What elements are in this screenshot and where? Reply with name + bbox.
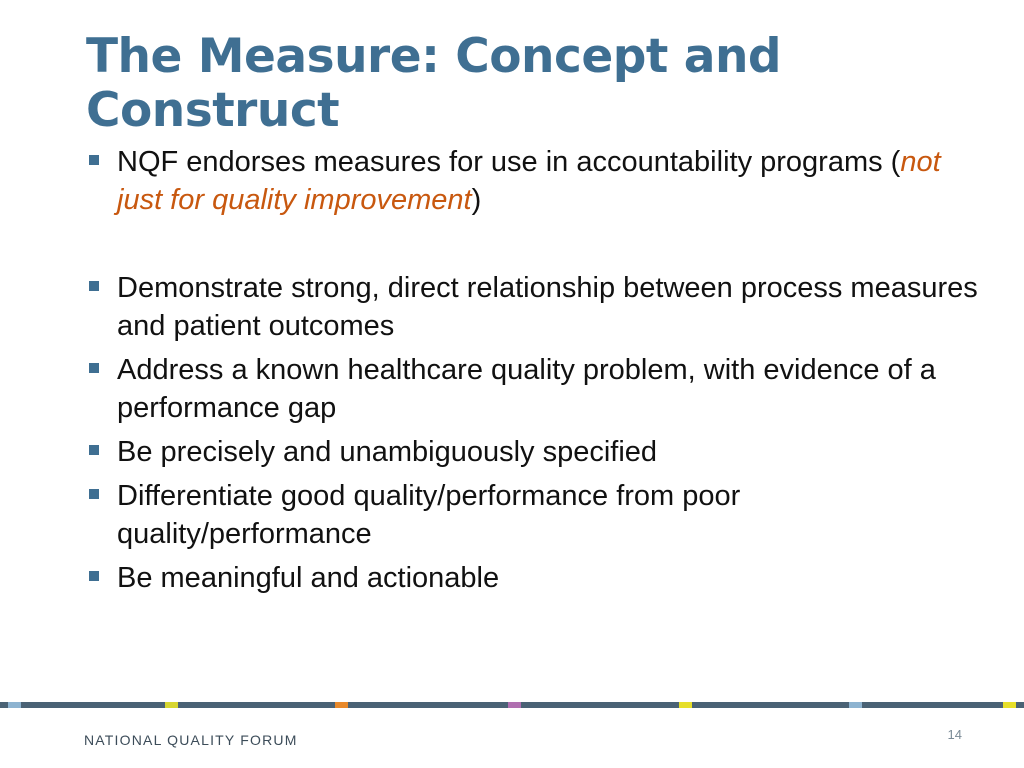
bullet-text: Be meaningful and actionable bbox=[117, 562, 500, 594]
footer-accent-mark bbox=[679, 702, 692, 708]
footer-accent-mark bbox=[335, 702, 348, 708]
bullet-text: Differentiate good quality/performance from poor quality/performance bbox=[117, 480, 741, 550]
bullet-item bbox=[86, 433, 986, 471]
square-bullet-icon bbox=[89, 155, 99, 165]
footer-accent-mark bbox=[849, 702, 862, 708]
bullet-item bbox=[86, 477, 986, 553]
bullet-highlight-text: not just for quality improvement bbox=[117, 146, 941, 216]
square-bullet-icon bbox=[89, 281, 99, 291]
page-number: 14 bbox=[947, 727, 962, 742]
bullet-item bbox=[86, 559, 986, 597]
slide-title: The Measure: Concept and Construct bbox=[86, 29, 782, 138]
bullet-text-after: ) bbox=[471, 184, 482, 216]
bullet-text: Address a known healthcare quality problem, with evidence of a performance gap bbox=[117, 354, 936, 424]
bullet-list bbox=[86, 143, 986, 603]
bullet-item bbox=[86, 143, 986, 219]
footer-brand-logo: NATIONAL QUALITY FORUM bbox=[84, 732, 298, 748]
square-bullet-icon bbox=[89, 571, 99, 581]
bullet-text: Demonstrate strong, direct relationship between process measures and patient outcomes bbox=[117, 272, 978, 342]
footer-accent-mark bbox=[1003, 702, 1016, 708]
footer-accent-mark bbox=[508, 702, 521, 708]
footer-divider bbox=[0, 702, 1024, 708]
square-bullet-icon bbox=[89, 489, 99, 499]
footer-accent-mark bbox=[8, 702, 21, 708]
footer-accent-mark bbox=[165, 702, 178, 708]
square-bullet-icon bbox=[89, 363, 99, 373]
bullet-item bbox=[86, 351, 986, 427]
bullet-text-before: NQF endorses measures for use in accountability programs ( bbox=[117, 146, 901, 178]
bullet-text: Be precisely and unambiguously specified bbox=[117, 436, 658, 468]
square-bullet-icon bbox=[89, 445, 99, 455]
bullet-item bbox=[86, 269, 986, 345]
